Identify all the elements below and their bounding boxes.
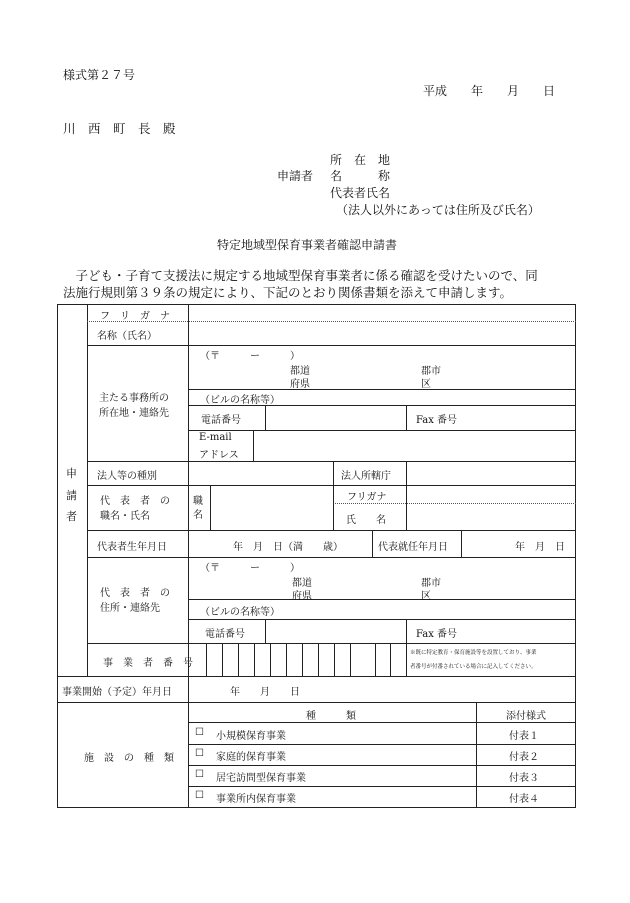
document-title: 特定地域型保育事業者確認申請書 xyxy=(217,238,398,252)
rep-appointed-label: 代表就任年月日 xyxy=(378,542,448,553)
shoku-top: 職 xyxy=(193,496,203,507)
corporate-note: （法人以外にあっては住所及び氏名） xyxy=(336,203,540,217)
kind-header: 種 類 xyxy=(306,711,356,722)
rep-addr-label-1: 代 表 者 の xyxy=(100,588,170,599)
rep-title-label-1: 代 表 者 の xyxy=(100,496,170,507)
email-label-1: E-mail xyxy=(199,432,232,443)
address-label: 所 在 地 xyxy=(330,153,391,167)
office-gunshi-top: 郡市 xyxy=(421,366,441,377)
rep-todofuken-top: 都道 xyxy=(292,578,312,589)
rep-todofuken-bottom: 府県 xyxy=(292,591,312,602)
form-number: 様式第２７号 xyxy=(63,68,136,82)
facility-check-3[interactable]: ☐ xyxy=(195,769,204,780)
office-label-2: 所在地・連絡先 xyxy=(99,408,169,419)
office-phone-label: 電話番号 xyxy=(201,415,241,426)
office-postal: （〒 ー ） xyxy=(200,351,300,362)
office-label-1: 主たる事務所の xyxy=(99,393,169,404)
office-gunshi-bottom: 区 xyxy=(421,379,431,390)
facility-name-4: 事業所内保育事業 xyxy=(216,794,296,805)
facility-name-3: 居宅訪問型保育事業 xyxy=(216,773,306,784)
corp-office-label: 法人所轄庁 xyxy=(341,471,391,482)
rep-title-label-2: 職名・氏名 xyxy=(100,511,150,522)
rep-name-label: 氏 名 xyxy=(346,515,386,526)
office-fax-label: Fax 番号 xyxy=(416,415,458,426)
date-line: 平成 年 月 日 xyxy=(423,84,556,98)
facility-attach-2: 付表２ xyxy=(509,752,539,763)
applicant-side-char-2: 請 xyxy=(66,489,77,502)
facility-name-1: 小規模保育事業 xyxy=(216,731,286,742)
facility-check-2[interactable]: ☐ xyxy=(195,748,204,759)
shoku-bottom: 名 xyxy=(193,510,203,521)
rep-birth-value: 年 月 日（満 歳） xyxy=(233,542,343,553)
rep-addr-label-2: 住所・連絡先 xyxy=(100,603,160,614)
rep-gunshi-bottom: 区 xyxy=(421,591,431,602)
facility-check-1[interactable]: ☐ xyxy=(195,727,204,738)
furigana-label: フ リ ガ ナ xyxy=(100,311,170,322)
name-label: 名 称 xyxy=(330,169,391,183)
intro-line-2: 法施行規則第３９条の規定により、下記のとおり関係書類を添えて申請します。 xyxy=(63,285,513,300)
start-date-label: 事業開始（予定）年月日 xyxy=(62,687,172,698)
facility-attach-3: 付表３ xyxy=(509,773,539,784)
name-row-label: 名称（氏名） xyxy=(97,331,157,342)
intro-line-1: 子ども・子育て支援法に規定する地域型保育事業者に係る確認を受けたいので、同 xyxy=(63,268,538,283)
office-todofuken-bottom: 府県 xyxy=(290,379,310,390)
rep-phone-label: 電話番号 xyxy=(205,629,245,640)
corp-type-label: 法人等の種別 xyxy=(97,471,157,482)
attach-header: 添付様式 xyxy=(506,711,546,722)
facility-check-4[interactable]: ☐ xyxy=(195,790,204,801)
business-note-1: ※既に特定教育・保育施設等を設置しており、事業 xyxy=(410,650,537,656)
representative-label: 代表者氏名 xyxy=(330,186,391,200)
facility-name-2: 家庭的保育事業 xyxy=(216,752,286,763)
business-number-label: 事 業 者 番 号 xyxy=(103,658,193,669)
facility-attach-1: 付表１ xyxy=(509,731,539,742)
facility-label: 施 設 の 種 類 xyxy=(84,753,174,764)
rep-postal: （〒 ー ） xyxy=(200,563,300,574)
rep-appointed-value: 年 月 日 xyxy=(515,542,565,553)
office-building: （ビルの名称等） xyxy=(200,395,280,406)
applicant-label: 申請者 xyxy=(277,169,314,183)
rep-building: （ビルの名称等） xyxy=(200,607,280,618)
facility-attach-4: 付表４ xyxy=(509,794,539,805)
applicant-side-char-1: 申 xyxy=(66,467,77,480)
office-todofuken-top: 都道 xyxy=(290,366,310,377)
rep-furigana-label: フリガナ xyxy=(347,492,387,503)
applicant-side-char-3: 者 xyxy=(66,510,77,523)
addressee: 川 西 町 長 殿 xyxy=(63,121,176,136)
rep-birth-label: 代表者生年月日 xyxy=(97,542,167,553)
start-date-value: 年 月 日 xyxy=(230,687,300,698)
rep-fax-label: Fax 番号 xyxy=(416,629,458,640)
rep-gunshi-top: 郡市 xyxy=(421,578,441,589)
business-note-2: 者番号が付番されている場合に記入してください。 xyxy=(410,664,537,670)
email-label-2: アドレス xyxy=(199,450,239,461)
